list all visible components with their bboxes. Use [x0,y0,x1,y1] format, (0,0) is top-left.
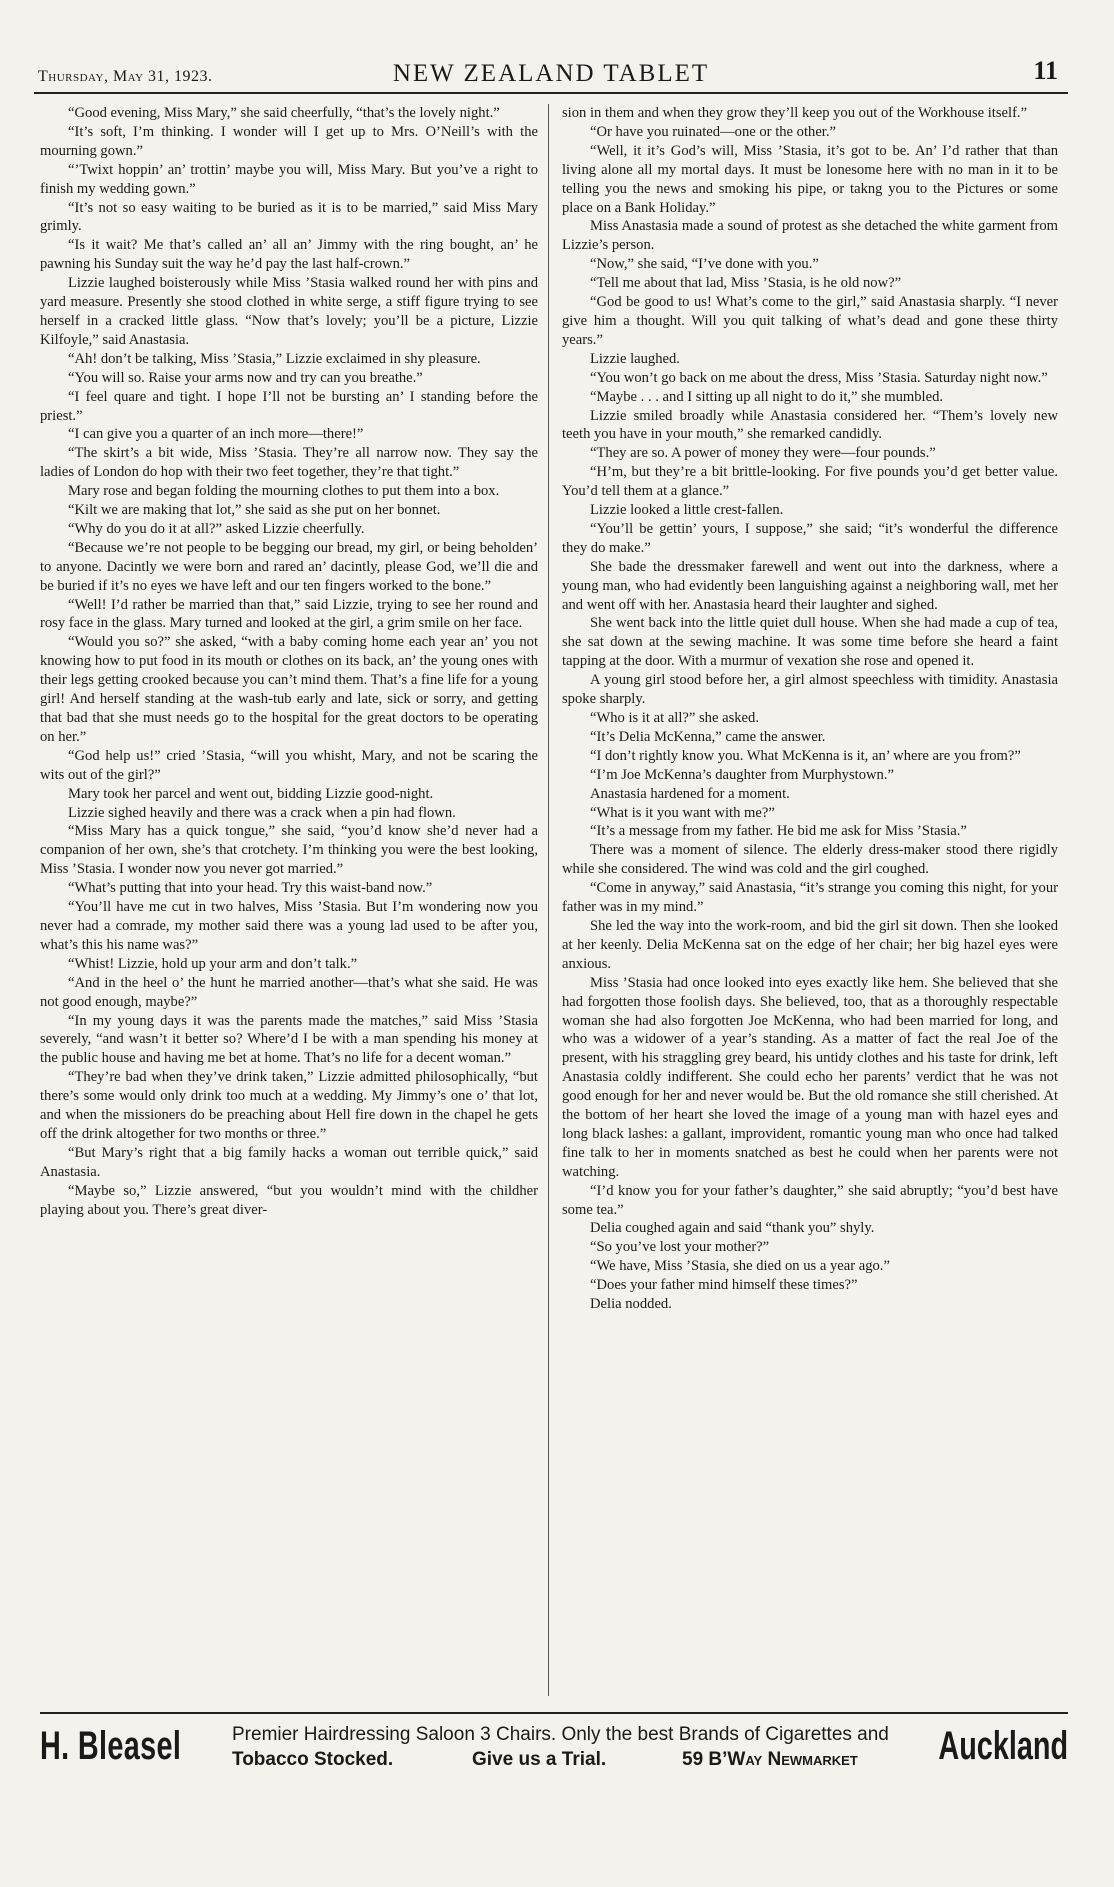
paragraph: “Tell me about that lad, Miss ’Stasia, is he old now?” [590,275,902,292]
paragraph: “Whist! Lizzie, hold up your arm and don’t talk.” [68,955,358,972]
paragraph: “You’ll be gettin’ yours, I suppose,” she said; “it’s wonderful the difference they do make.” [562,520,1058,556]
paragraph: “It’s Delia McKenna,” came the answer. [590,728,826,745]
page-number: 11 [1033,56,1058,85]
paragraph: “Why do you do it at all?” asked Lizzie cheerfully. [68,520,365,537]
paragraph: “You’ll have me cut in two halves, Miss ’Stasia. But I’m wondering now you never had a comrade, my mother said there was a young lad used to be after you, what’s this his name was?” [40,899,538,953]
masthead [34,52,1068,92]
paragraph: “I feel quare and tight. I hope I’ll not be bursting an’ I standing before the priest.” [40,388,538,424]
paragraph: Lizzie smiled broadly while Anastasia considered her. “Them’s lovely new teeth you have in your mouth,” she remarked candidly. [562,407,1058,443]
paragraph: “So you’ve lost your mother?” [590,1239,770,1256]
paragraph: “H’m, but they’re a bit brittle-looking. For five pounds you’d get better value. You’d tell them at a glance.” [562,464,1058,500]
paragraph: Miss Anastasia made a sound of protest as she detached the white garment from Lizzie’s person. [562,218,1058,254]
paragraph: “Well! I’d rather be married than that,” said Lizzie, trying to see her round and rosy face in the glass. Mary turned and looked at the girl, a grim smile on her face. [40,596,538,632]
paragraph: “I’m Joe McKenna’s daughter from Murphystown.” [590,766,894,783]
paragraph: “God be good to us! What’s come to the girl,” said Anastasia sharply. “I never give him a thought. Will you quit talking of what’s dead and gone these thirty years.” [562,294,1058,348]
paragraph: “Good evening, Miss Mary,” she said cheerfully, “that’s the lovely night.” [68,105,500,121]
paragraph: “God help us!” cried ’Stasia, “will you whisht, Mary, and not be scaring the wits out of the girl?” [40,747,538,783]
paragraph: She led the way into the work-room, and bid the girl sit down. Then she looked at her keenly. Delia McKenna sat on the edge of her chair; her big hazel eyes were anxious. [562,917,1058,972]
paragraph: Lizzie looked a little crest-fallen. [590,502,784,519]
advert-top-rule [40,1712,1068,1714]
advert-address: 59 B’Way Newmarket [682,1749,858,1770]
paragraph: There was a moment of silence. The elderly dress-maker stood there rigidly while she considered. The wind was cold and the girl coughed. [562,842,1058,878]
paragraph: Delia nodded. [590,1296,672,1313]
paragraph: “They’re bad when they’ve drink taken,” Lizzie admitted philosophically, “but there’s some would only drink too much at a wedding. My Jimmy’s one o’ that lot, and when the missioners do be preaching about Hell fire down in the chapel he gets off the drink altogether for two months or three.” [40,1069,538,1142]
paragraph: Lizzie laughed boisterously while Miss ’Stasia walked round her with pins and yard measure. Presently she stood clothed in white serge, a stiff figure trying to see herself in a cracked little glass. “Now that’s lovely; you’ll be a picture, Lizzie Kilfoyle,” said Anastasia. [40,275,538,348]
paragraph: Mary rose and began folding the mourning clothes to put them into a box. [68,483,500,500]
paragraph: “In my young days it was the parents made the matches,” said Miss ’Stasia severely, “and wasn’t it better so? Where’d I be with a man spending his money at the public house and having me bet at home. That’s no life for a decent woman.” [40,1012,538,1067]
paragraph: “It’s soft, I’m thinking. I wonder will I get up to Mrs. O’Neill’s with the mourning gown.” [40,123,538,159]
paragraph: “Well, it it’s God’s will, Miss ’Stasia, it’s got to be. An’ I’d rather that than living alone all my mortal days. It must be lonesome here with no man in it to be telling you the news and smoking his pipe, or takng you to the Pictures or some place on a Bank Holiday.” [562,142,1058,216]
paragraph: Mary took her parcel and went out, bidding Lizzie good-night. [68,785,434,802]
paragraph: “Ah! don’t be talking, Miss ’Stasia,” Lizzie exclaimed in shy pleasure. [68,350,481,367]
paragraph: “What is it you want with me?” [590,804,775,821]
paragraph: “Miss Mary has a quick tongue,” she said, “you’d know she’d never had a companion of her own, she’s that crotchety. I’m thinking you were the best looking, Miss ’Stasia. I wonder now you never got married.” [40,823,538,878]
paragraph: “Maybe so,” Lizzie answered, “but you wouldn’t mind with the childher playing about you. There’s great diver- [40,1182,538,1218]
paragraph: “Who is it at all?” she asked. [590,710,759,726]
paragraph: “You won’t go back on me about the dress, Miss ’Stasia. Saturday night now.” [590,369,1048,386]
issue-date: Thursday, May 31, 1923. [38,68,213,85]
paragraph: “They are so. A power of money they were—four pounds.” [590,445,936,462]
publication-title: NEW ZEALAND TABLET [392,60,710,87]
advert-trial: Give us a Trial. [472,1749,607,1770]
paragraph: Lizzie laughed. [590,350,680,367]
paragraph: “It’s a message from my father. He bid me ask for Miss ’Stasia.” [590,823,967,840]
paragraph: “Come in anyway,” said Anastasia, “it’s strange you coming this night, for your father was in my mind.” [562,880,1058,916]
advert-text [232,1722,889,1772]
paragraph: Anastasia hardened for a moment. [590,785,790,802]
paragraph: “But Mary’s right that a big family hacks a woman out terrible quick,” said Anastasia. [40,1144,538,1180]
paragraph: “I can give you a quarter of an inch more—there!” [68,426,364,443]
paragraph: “The skirt’s a bit wide, Miss ’Stasia. They’re all narrow now. They say the ladies of London do hop with their two feet together, they’re that tight.” [40,445,538,481]
paragraph: “What’s putting that into your head. Try this waist-band now.” [68,880,433,897]
paragraph: “Now,” she said, “I’ve done with you.” [590,256,819,273]
paragraph: “Because we’re not people to be begging our bread, my girl, or being beholden’ to anyone. Dacintly we were born and rared an’ dacintly, please God, we’ll die and be buried if it’s no eyes we have left and our ten fingers worked to the bone.” [40,539,538,594]
paragraph: “Maybe . . . and I sitting up all night to do it,” she mumbled. [590,388,944,405]
masthead-rule [34,92,1068,94]
right-column [562,104,1058,1314]
paragraph: “Is it wait? Me that’s called an’ all an’ Jimmy with the ring bought, an’ he pawning his Sunday suit the way he’d pay the last half-crown.” [40,237,538,273]
paragraph: Miss ’Stasia had once looked into eyes exactly like hem. She believed that she had forgotten those foolish days. She believed, too, that as a thoroughly respectable woman she had also forgotten Joe McKenna, who had been married for long, and who was a widower of a year’s standing. As a matter of fact the real Joe of the present, with his straggling grey beard, his untidy clothes and his taste for drink, left Anastasia coldly indifferent. She could echo her parents’ verdict that he was not good enough for her and never would be. But the old romance she still cherished. At the bottom of her heart she loved the image of a young man with hazel eyes and long black lashes: a gallant, improvident, romantic young man who once had talked fine talk to her in moments snatched as best he could when her parents were not watching. [562,974,1058,1180]
paragraph: “You will so. Raise your arms now and try can you breathe.” [68,369,423,386]
paragraph: Lizzie sighed heavily and there was a crack when a pin had flown. [68,804,456,821]
paragraph: “Would you so?” she asked, “with a baby coming home each year an’ you not knowing how to put food in its mouth or clothes on its back, an’ the young ones with their legs getting crooked because you can’t mind them. That’s a fine life for a young girl! And herself standing at the wash-tub early and late, sick or sorry, and getting that bad that she must needs go to the hospital for the great doctors to be operating on her.” [40,634,538,745]
paragraph: “’Twixt hoppin’ an’ trottin’ maybe you will, Miss Mary. But you’ve a right to finish my wedding gown.” [40,161,538,197]
paragraph: “I don’t rightly know you. What McKenna is it, an’ where are you from?” [590,747,1021,764]
paragraph: “And in the heel o’ the hunt he married another—that’s what she said. He was not good enough, maybe?” [40,974,538,1010]
paragraph: “Or have you ruinated—one or the other.” [590,123,836,140]
left-column [40,104,538,1219]
paragraph: She went back into the little quiet dull house. When she had made a cup of tea, she sat down at the sewing machine. It was some time before she heard a faint tapping at the door. With a murmur of vexation she rose and opened it. [562,615,1058,670]
paragraph: “We have, Miss ’Stasia, she died on us a year ago.” [590,1258,890,1275]
advert-line-2 [232,1747,872,1772]
paragraph: “Kilt we are making that lot,” she said as she put on her bonnet. [68,502,441,519]
advertisement [40,1720,1068,1782]
advert-city: Auckland [938,1724,1068,1768]
paragraph: “It’s not so easy waiting to be buried as it is to be married,” said Miss Mary grimly. [40,199,538,235]
column-divider [548,104,549,1696]
paragraph: Delia coughed again and said “thank you” shyly. [590,1220,875,1237]
paragraph: “I’d know you for your father’s daughter,” she said abruptly; “you’d best have some tea.” [562,1182,1058,1218]
advert-tobacco: Tobacco Stocked. [232,1749,394,1770]
advert-line-1: Premier Hairdressing Saloon 3 Chairs. Only the best Brands of Cigarettes and [232,1724,889,1745]
advert-name: H. Bleasel [40,1724,182,1768]
paragraph: A young girl stood before her, a girl almost speechless with timidity. Anastasia spoke sharply. [562,672,1058,708]
paragraph: She bade the dressmaker farewell and went out into the darkness, where a young man, who had evidently been languishing against a neighboring wall, met her and went off with her. Anastasia heard their laughter and sighed. [562,558,1058,613]
paragraph: “Does your father mind himself these times?” [590,1277,858,1294]
paragraph: sion in them and when they grow they’ll keep you out of the Workhouse itself.” [562,105,1028,121]
